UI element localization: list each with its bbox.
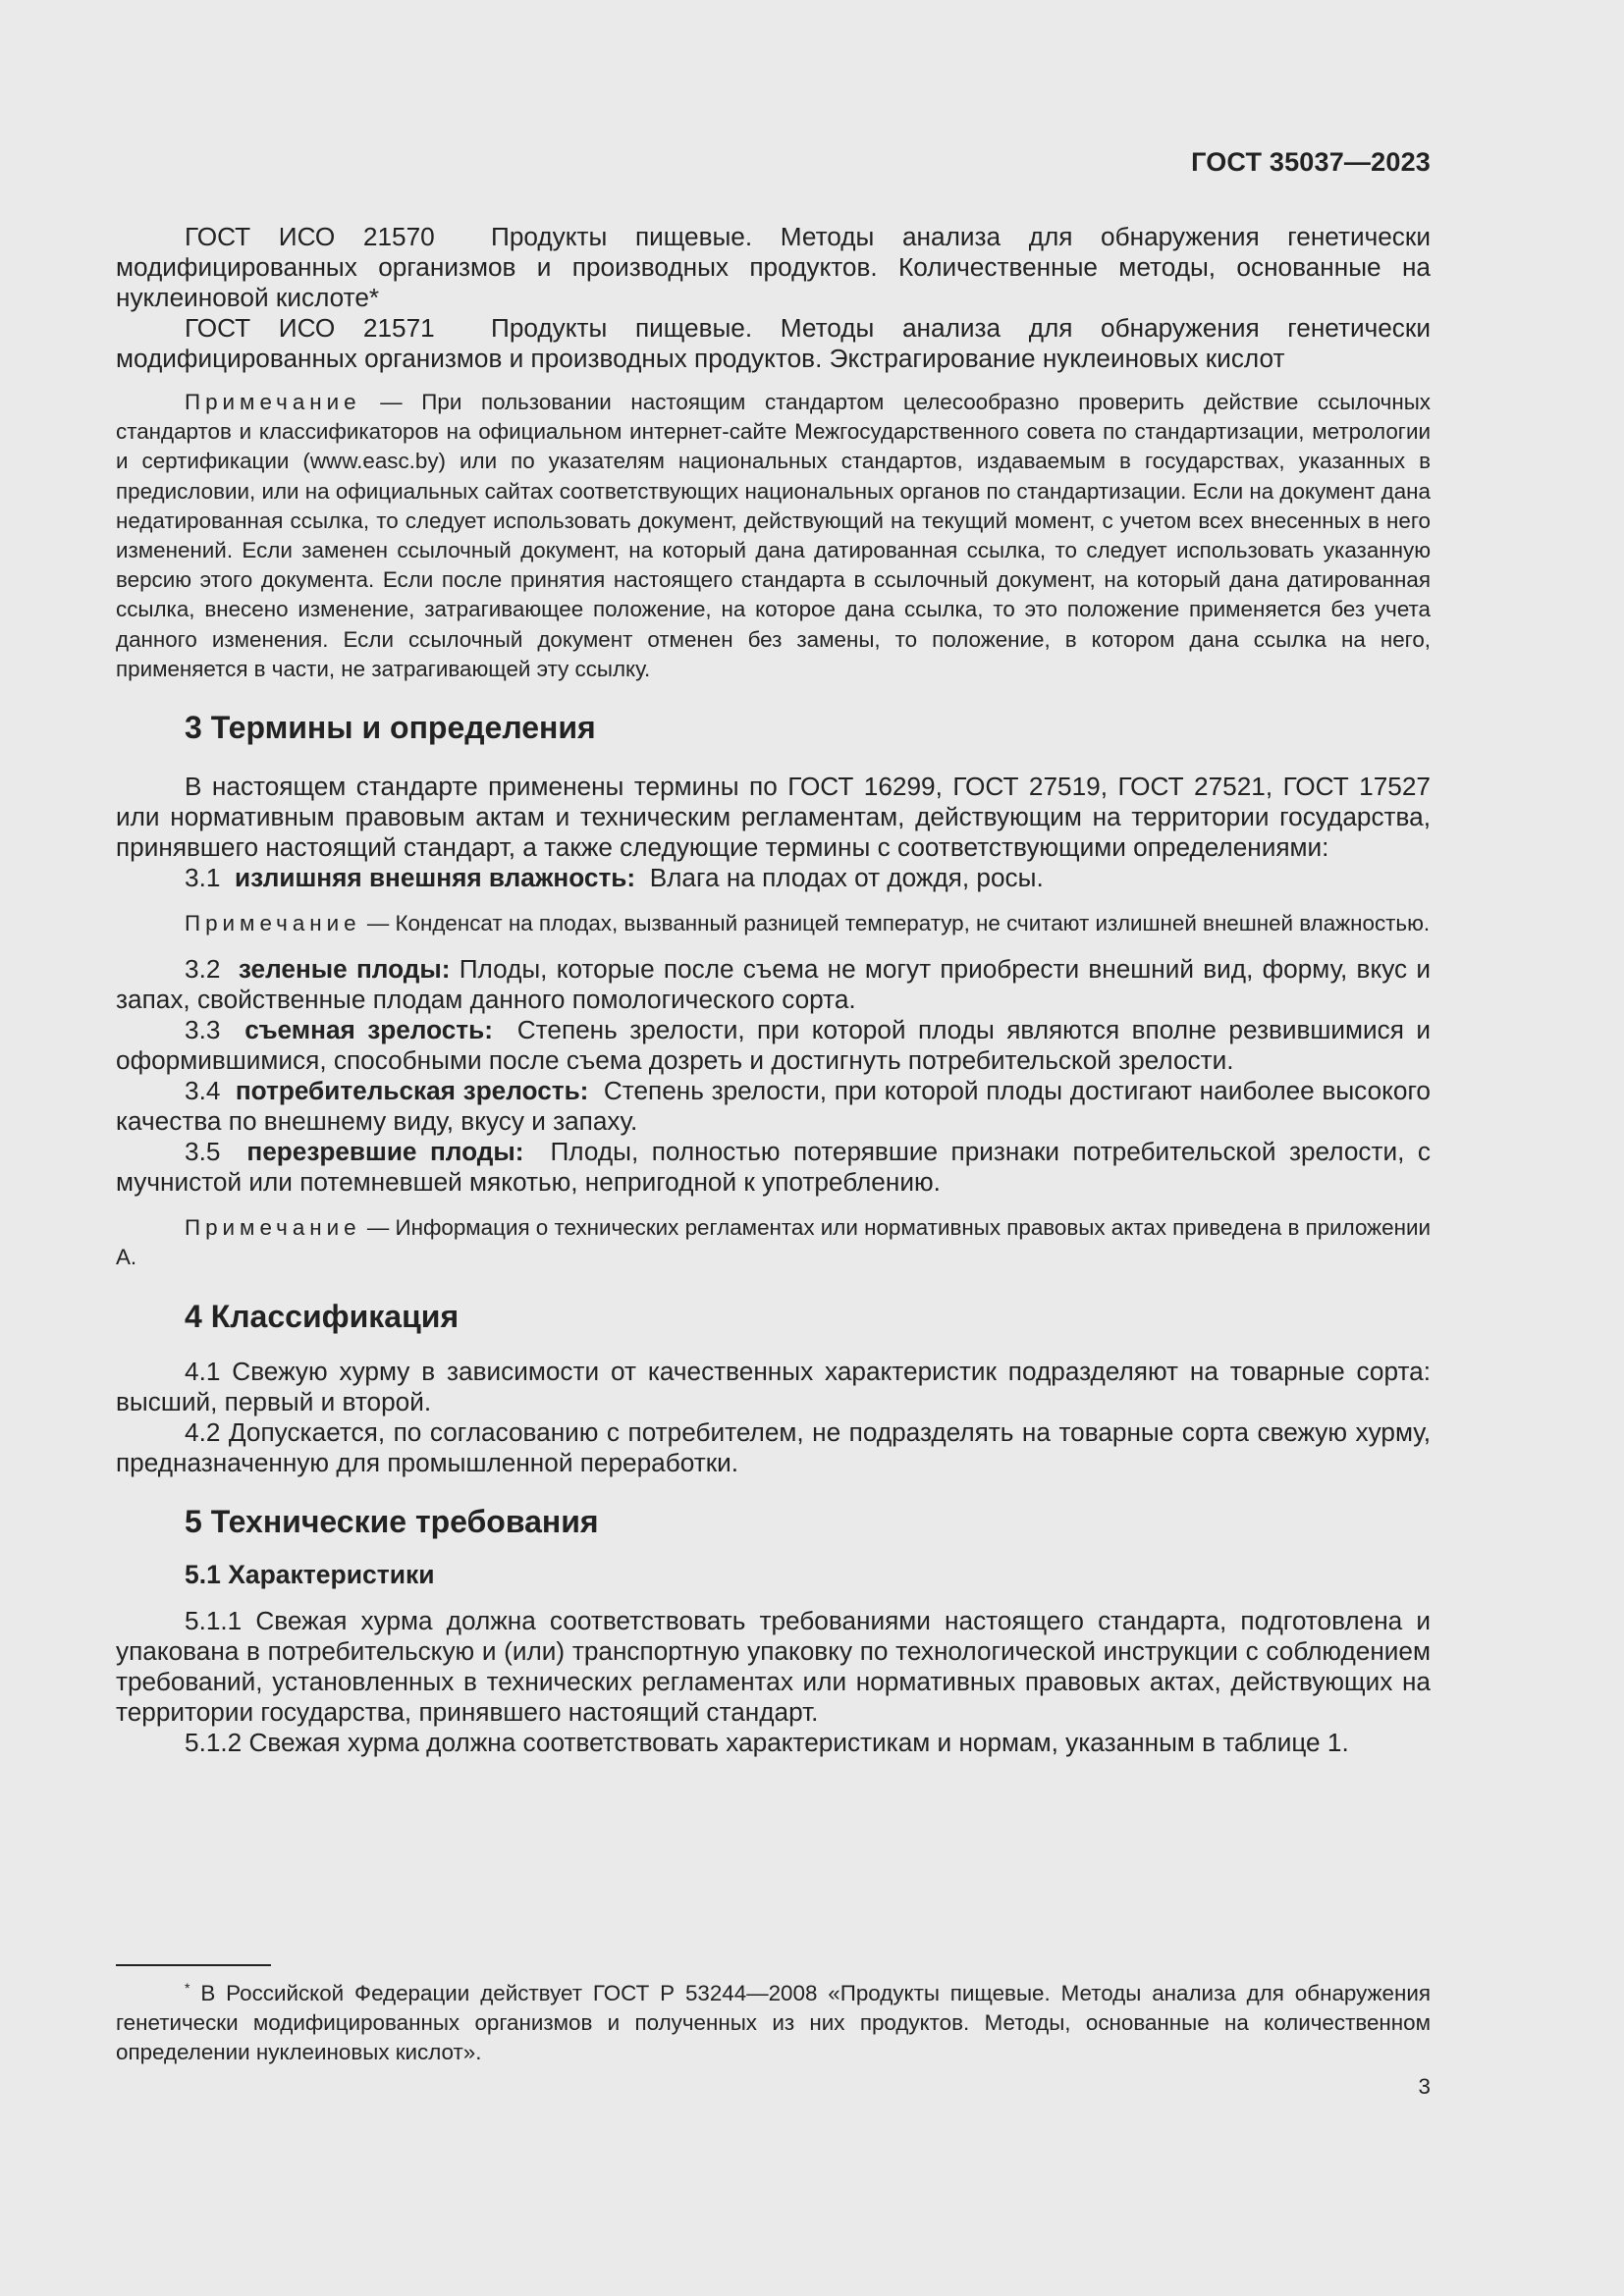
- note-label: Примечание: [185, 911, 361, 936]
- section-3-heading: 3 Термины и определения: [185, 710, 596, 746]
- term-number: 3.2: [185, 954, 221, 985]
- footnote-mark: *: [185, 1980, 190, 1996]
- term-number: 3.3: [185, 1015, 221, 1045]
- note-text: — При пользовании настоящим стандартом целесообразно проверить действие ссылочных стандартов и классификаторов на официальном интернет-сайте Межгосударственного совета по стандартизации, метрологии и сертификации (www.easc.by) или по указателям национальных стандартов, издаваемым в государствах, указанных в предисловии, или на официальных сайтах соответствующих национальных органов по стандартизации. Если на документ дана недатированная ссылка, то следует использовать документ, действующий на текущий момент, с учетом всех внесенных в него изменений. Если заменен ссылочный документ, на который дана датированная ссылка, то следует использовать указанную версию этого документа. Если после принятия настоящего стандарта в ссылочный документ, на который дана датированная ссылка, внесено изменение, затрагивающее положение, на которое дана ссылка, то это положение применяется без учета данного изменения. Если ссылочный документ отменен без замены, то положение, в котором дана ссылка на него, применяется в части, не затрагивающей эту ссылку.: [116, 390, 1431, 681]
- clause-4-2: 4.2 Допускается, по согласованию с потребителем, не подразделять на товарные сорта свежую хурму, предназначенную для промышленной переработки.: [116, 1416, 1431, 1477]
- section-3-intro: В настоящем стандарте применены термины по ГОСТ 16299, ГОСТ 27519, ГОСТ 27521, ГОСТ 17527 или нормативным правовым актам и техническим регламентам, действующим на территории государства, принявшего настоящий стандарт, а также следующие термины с соответствующими определениями:: [116, 772, 1431, 863]
- section-3-note: [116, 1213, 1431, 1272]
- clause-5-1-2: 5.1.2 Свежая хурма должна соответствовать характеристикам и нормам, указанным в таблице 1.: [185, 1727, 1349, 1757]
- term-definition: Степень зрелости, при которой плоды являются вполне резвившимися и оформившимися, способными после съема дозреть и достигнуть потребительской зрелости.: [116, 1015, 1431, 1076]
- document-body: [116, 222, 1431, 1758]
- footnote-separator: [116, 1964, 271, 1966]
- term-number: 3.1: [185, 863, 221, 893]
- document-header: ГОСТ 35037—2023: [1191, 147, 1431, 177]
- page-number: 3: [1418, 2074, 1431, 2099]
- footnote-text: В Российской Федерации действует ГОСТ Р 53244—2008 «Продукты пищевые. Методы анализа для обнаружения генетически модифицированных организмов и полученных из них продуктов. Методы, основанные на количественном определении нуклеиновых кислот».: [116, 1981, 1431, 2065]
- term-3-5: [116, 1137, 1431, 1198]
- term-name: зеленые плоды:: [238, 954, 451, 985]
- reference-title: Продукты пищевые. Методы анализа для обнаружения генетически модифицированных организмов и производных продуктов. Количественные методы, основанные на нуклеиновой кислоте*: [116, 222, 1431, 312]
- reference-item: [116, 222, 1431, 313]
- section-5-heading: 5 Технические требования: [185, 1503, 599, 1539]
- term-name: съемная зрелость:: [244, 1015, 493, 1045]
- note-label: Примечание: [185, 1215, 361, 1241]
- clause-4-1: 4.1 Свежую хурму в зависимости от качественных характеристик подразделяют на товарные сорта: высший, первый и второй.: [116, 1356, 1431, 1416]
- term-3-1-note: [116, 909, 1431, 938]
- section-4-heading: 4 Классификация: [185, 1298, 460, 1334]
- note-label: Примечание: [185, 390, 361, 414]
- references-note: [116, 388, 1431, 684]
- subsection-5-1-heading: 5.1 Характеристики: [185, 1559, 435, 1589]
- term-definition: Плоды, которые после съема не могут приобрести внешний вид, форму, вкус и запах, свойственные плодам данного помологического сорта.: [116, 954, 1431, 1015]
- term-3-2: [116, 954, 1431, 1015]
- note-text: — Информация о технических регламентах или нормативных правовых актах приведена в приложении А.: [116, 1215, 1431, 1270]
- reference-item: [116, 313, 1431, 374]
- term-name: перезревшие плоды:: [246, 1137, 524, 1167]
- reference-title: Продукты пищевые. Методы анализа для обнаружения генетически модифицированных организмов и производных продуктов. Экстрагирование нуклеиновых кислот: [116, 313, 1431, 373]
- term-3-3: [116, 1015, 1431, 1076]
- reference-code: ГОСТ ИСО 21571: [185, 313, 435, 343]
- term-name: потребительская зрелость:: [235, 1076, 589, 1106]
- term-definition: Влага на плодах от дождя, росы.: [649, 863, 1044, 893]
- note-text: — Конденсат на плодах, вызванный разницей температур, не считают излишней внешней влажностью.: [366, 911, 1431, 936]
- reference-code: ГОСТ ИСО 21570: [185, 222, 435, 251]
- document-page: [116, 0, 1431, 2296]
- term-number: 3.4: [185, 1076, 221, 1106]
- term-number: 3.5: [185, 1137, 221, 1167]
- term-definition: Плоды, полностью потерявшие признаки потребительской зрелости, с мучнистой или потемневшей мякотью, непригодной к употреблению.: [116, 1137, 1431, 1198]
- term-3-4: [116, 1076, 1431, 1137]
- term-name: излишняя внешняя влажность:: [234, 863, 636, 893]
- clause-5-1-1: 5.1.1 Свежая хурма должна соответствовать требованиями настоящего стандарта, подготовлена и упакована в потребительскую и (или) транспортную упаковку по технологической инструкции с соблюдением требований, установленных в технических регламентах или нормативных правовых актах, действующих на территории государства, принявшего настоящий стандарт.: [116, 1605, 1431, 1727]
- term-definition: Степень зрелости, при которой плоды достигают наиболее высокого качества по внешнему виду, вкусу и запаху.: [116, 1076, 1431, 1137]
- footnote: [116, 1973, 1431, 2068]
- term-3-1: [116, 863, 1431, 893]
